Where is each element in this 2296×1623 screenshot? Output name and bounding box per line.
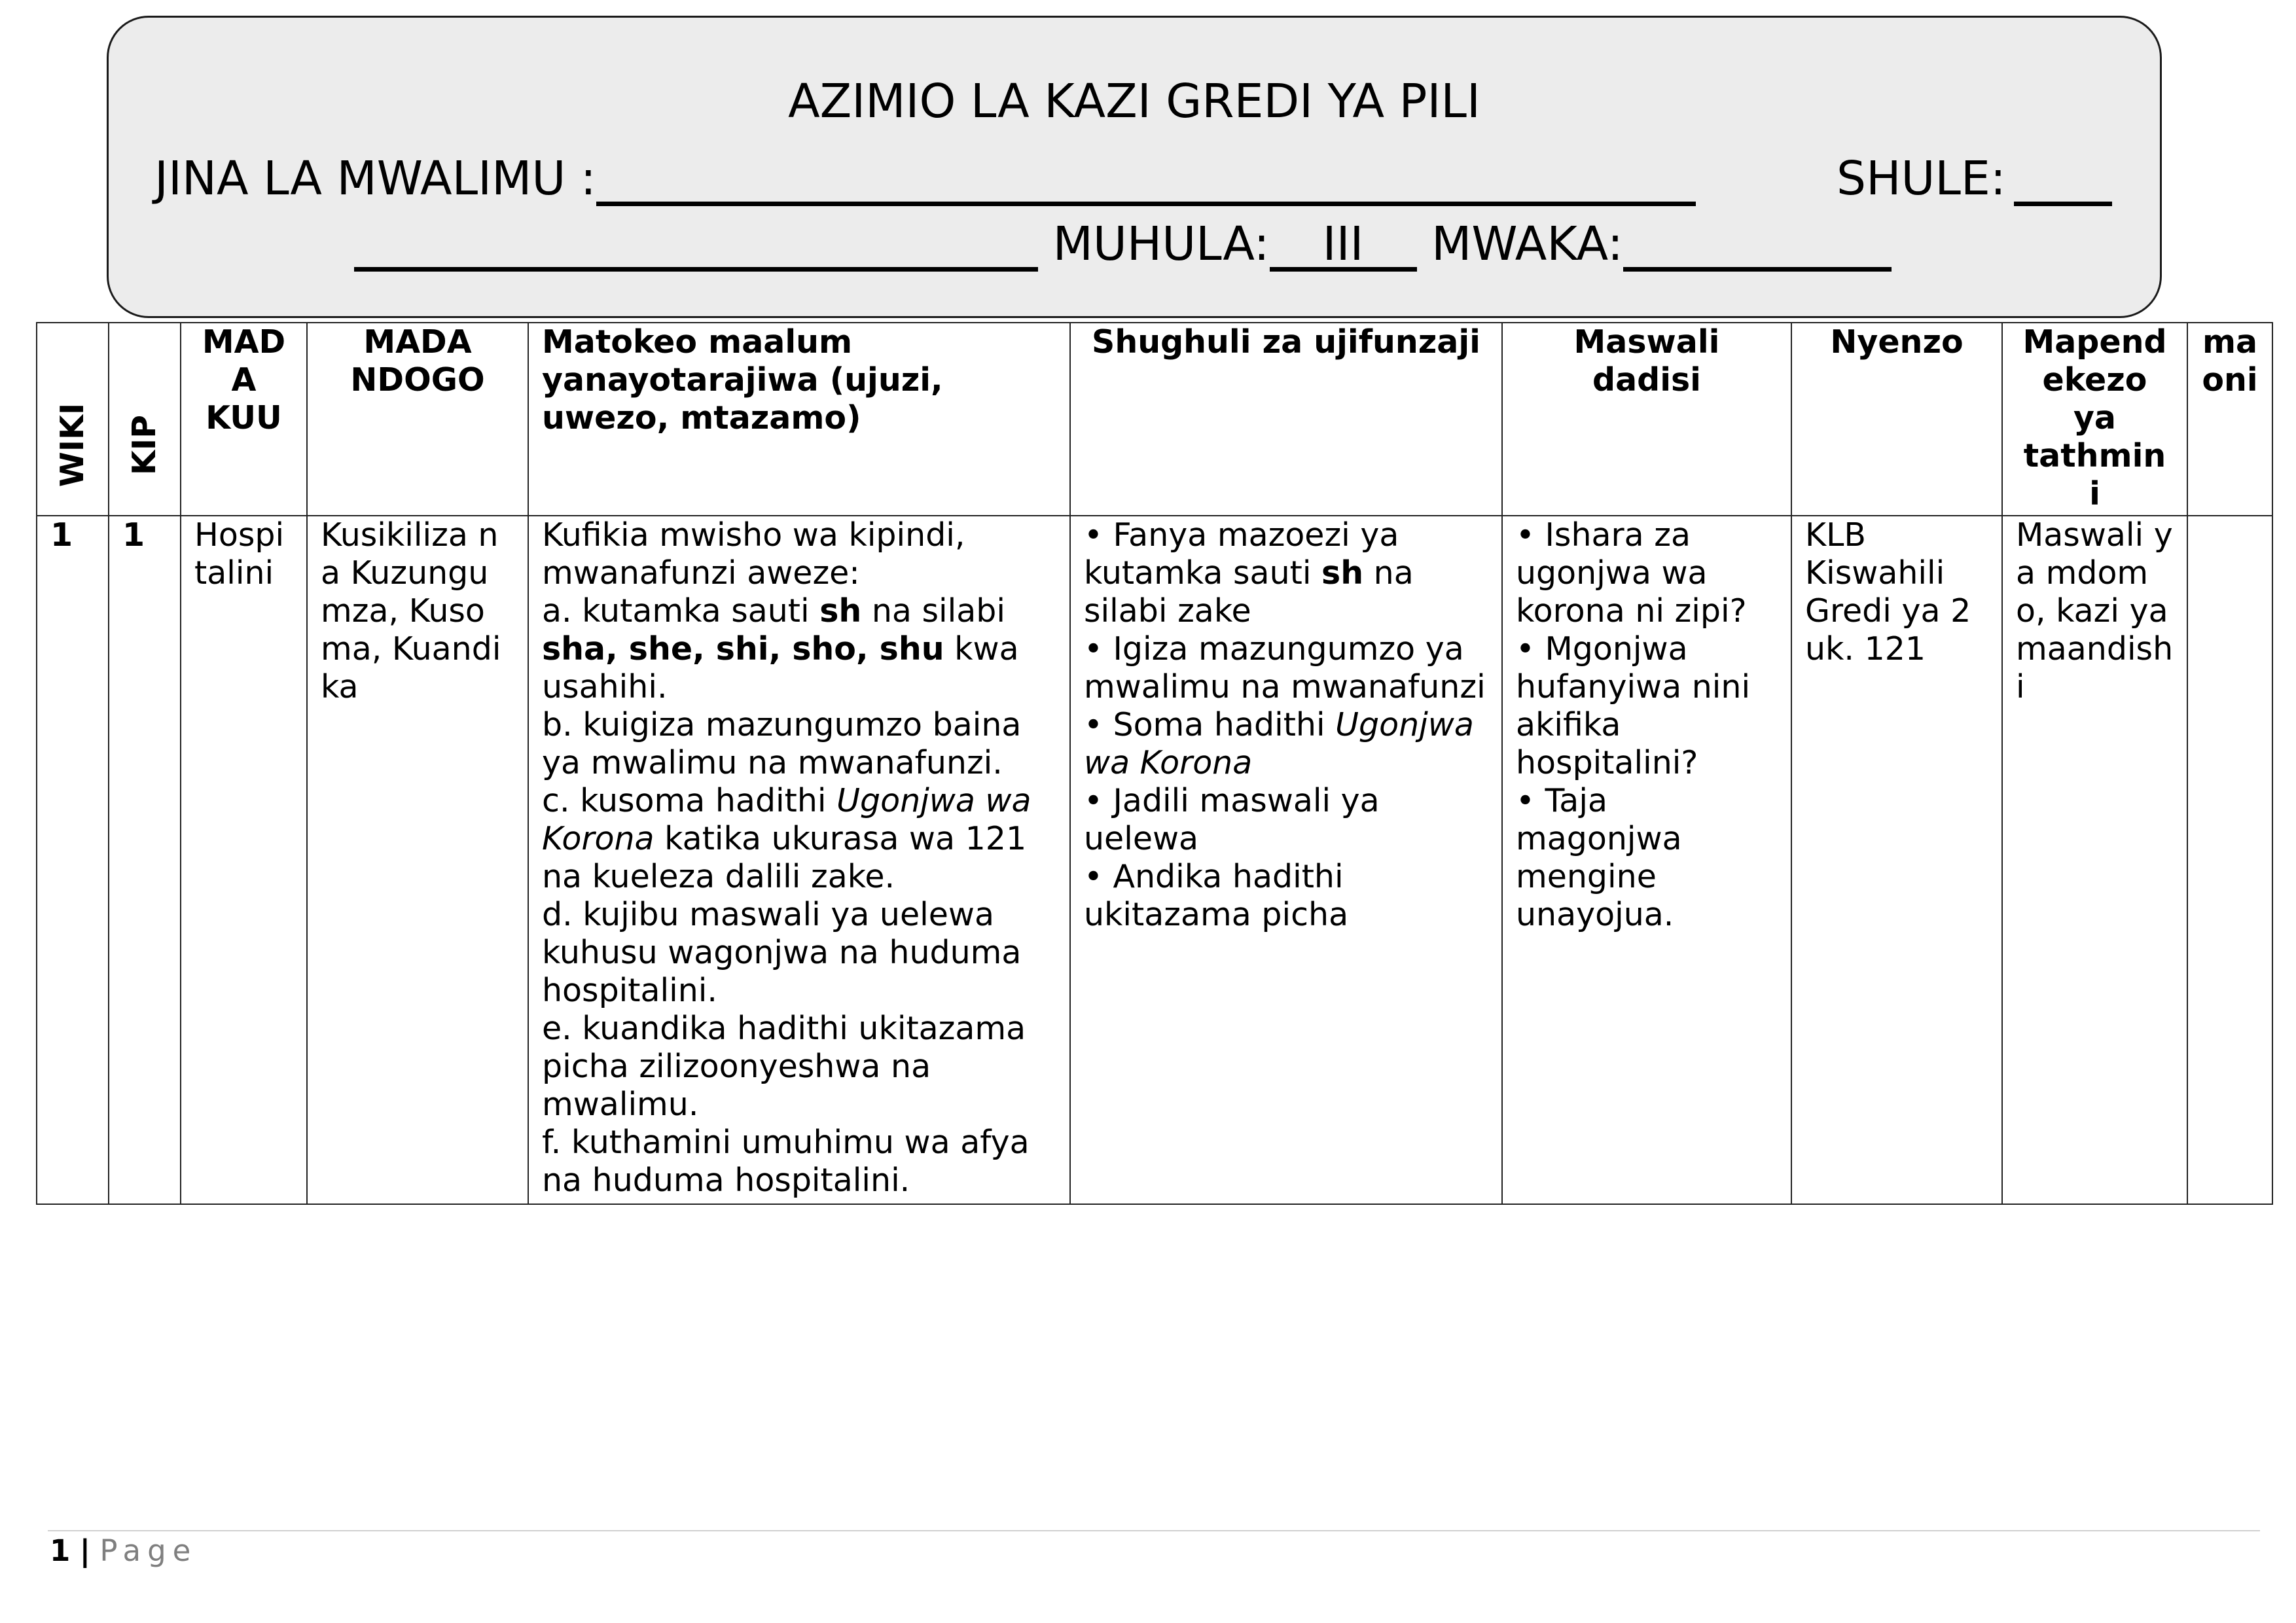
header-resources: Nyenzo [1791,323,2002,516]
cell-week: 1 [37,516,109,1204]
header-assessment: Mapend ekezo ya tathmin i [2002,323,2187,516]
question-2: • Mgonjwa hufanyiwa nini akifika hospitalini? [1516,630,1751,781]
school-blank[interactable] [2014,155,2112,206]
header-questions: Maswali dadisi [1502,323,1791,516]
school-label: SHULE: [1837,151,2006,205]
page-footer [50,1533,198,1568]
question-3: • Taja magonjwa mengine unayojua. [1516,782,1682,933]
teacher-name-label: JINA LA MWALIMU : [154,151,596,205]
document-title: AZIMIO LA KAZI GREDI YA PILI [788,74,1480,128]
year-label: MWAKA: [1431,217,1623,271]
teacher-name-line [154,151,1696,206]
header-lesson: KIP [109,323,181,516]
footer-divider [48,1530,2260,1531]
header-main-topic: MAD A KUU [181,323,307,516]
cell-lesson: 1 [109,516,181,1204]
cell-outcomes [528,516,1070,1204]
table-header-row [37,323,2272,516]
outcome-f: f. kuthamini umuhimu wa afya na huduma hospitalini. [542,1124,1030,1199]
header-activities: Shughuli za ujifunzaji [1070,323,1502,516]
activity-1: • Fanya mazoezi ya kutamka sauti sh na silabi zake [1084,516,1414,630]
cell-assessment: Maswali ya mdomo, kazi ya maandishi [2002,516,2187,1204]
outcome-d: d. kujibu maswali ya uelewa kuhusu wagonjwa na huduma hospitalini. [542,896,1022,1009]
page-number: 1 [50,1533,71,1568]
year-blank[interactable] [1623,221,1892,272]
school-blank-continued[interactable] [354,221,1038,272]
outcome-b: b. kuigiza mazungumzo baina ya mwalimu na mwanafunzi. [542,706,1022,781]
outcomes-intro: Kufikia mwisho wa kipindi, mwanafunzi aweze: [542,516,965,592]
term-label: MUHULA: [1052,217,1270,271]
header-outcomes: Matokeo maalum yanayotarajiwa (ujuzi, uwezo, mtazamo) [528,323,1070,516]
cell-remarks [2187,516,2272,1204]
outcome-a: a. kutamka sauti sh na silabi sha, she, shi, sho, shu kwa usahihi. [542,592,1019,705]
cell-resources: KLB Kiswahili Gredi ya 2 uk. 121 [1791,516,2002,1204]
page-word: Page [99,1533,198,1568]
term-value[interactable]: III [1270,221,1417,272]
activity-5: • Andika hadithi ukitazama picha [1084,858,1349,933]
outcome-e: e. kuandika hadithi ukitazama picha zilizoonyeshwa na mwalimu. [542,1010,1026,1123]
table-row [37,516,2272,1204]
scheme-of-work-table [36,322,2273,1205]
cell-activities [1070,516,1502,1204]
cell-main-topic: Hospitalini [181,516,307,1204]
header-remarks: ma oni [2187,323,2272,516]
term-year-line [354,217,1892,272]
school-line [1837,151,2112,206]
page-separator: | [79,1533,91,1568]
cell-questions [1502,516,1791,1204]
header-box [107,16,2162,318]
activity-4: • Jadili maswali ya uelewa [1084,782,1380,857]
header-sub-topic: MADA NDOGO [307,323,528,516]
cell-sub-topic: Kusikiliza na Kuzungumza, Kusoma, Kuandika [307,516,528,1204]
teacher-name-blank[interactable] [596,155,1696,206]
question-1: • Ishara za ugonjwa wa korona ni zipi? [1516,516,1747,630]
header-week: WIKI [37,323,109,516]
activity-2: • Igiza mazungumzo ya mwalimu na mwanafunzi [1084,630,1486,705]
outcome-c: c. kusoma hadithi Ugonjwa wa Korona katika ukurasa wa 121 na kueleza dalili zake. [542,782,1031,895]
activity-3: • Soma hadithi Ugonjwa wa Korona [1084,706,1474,781]
